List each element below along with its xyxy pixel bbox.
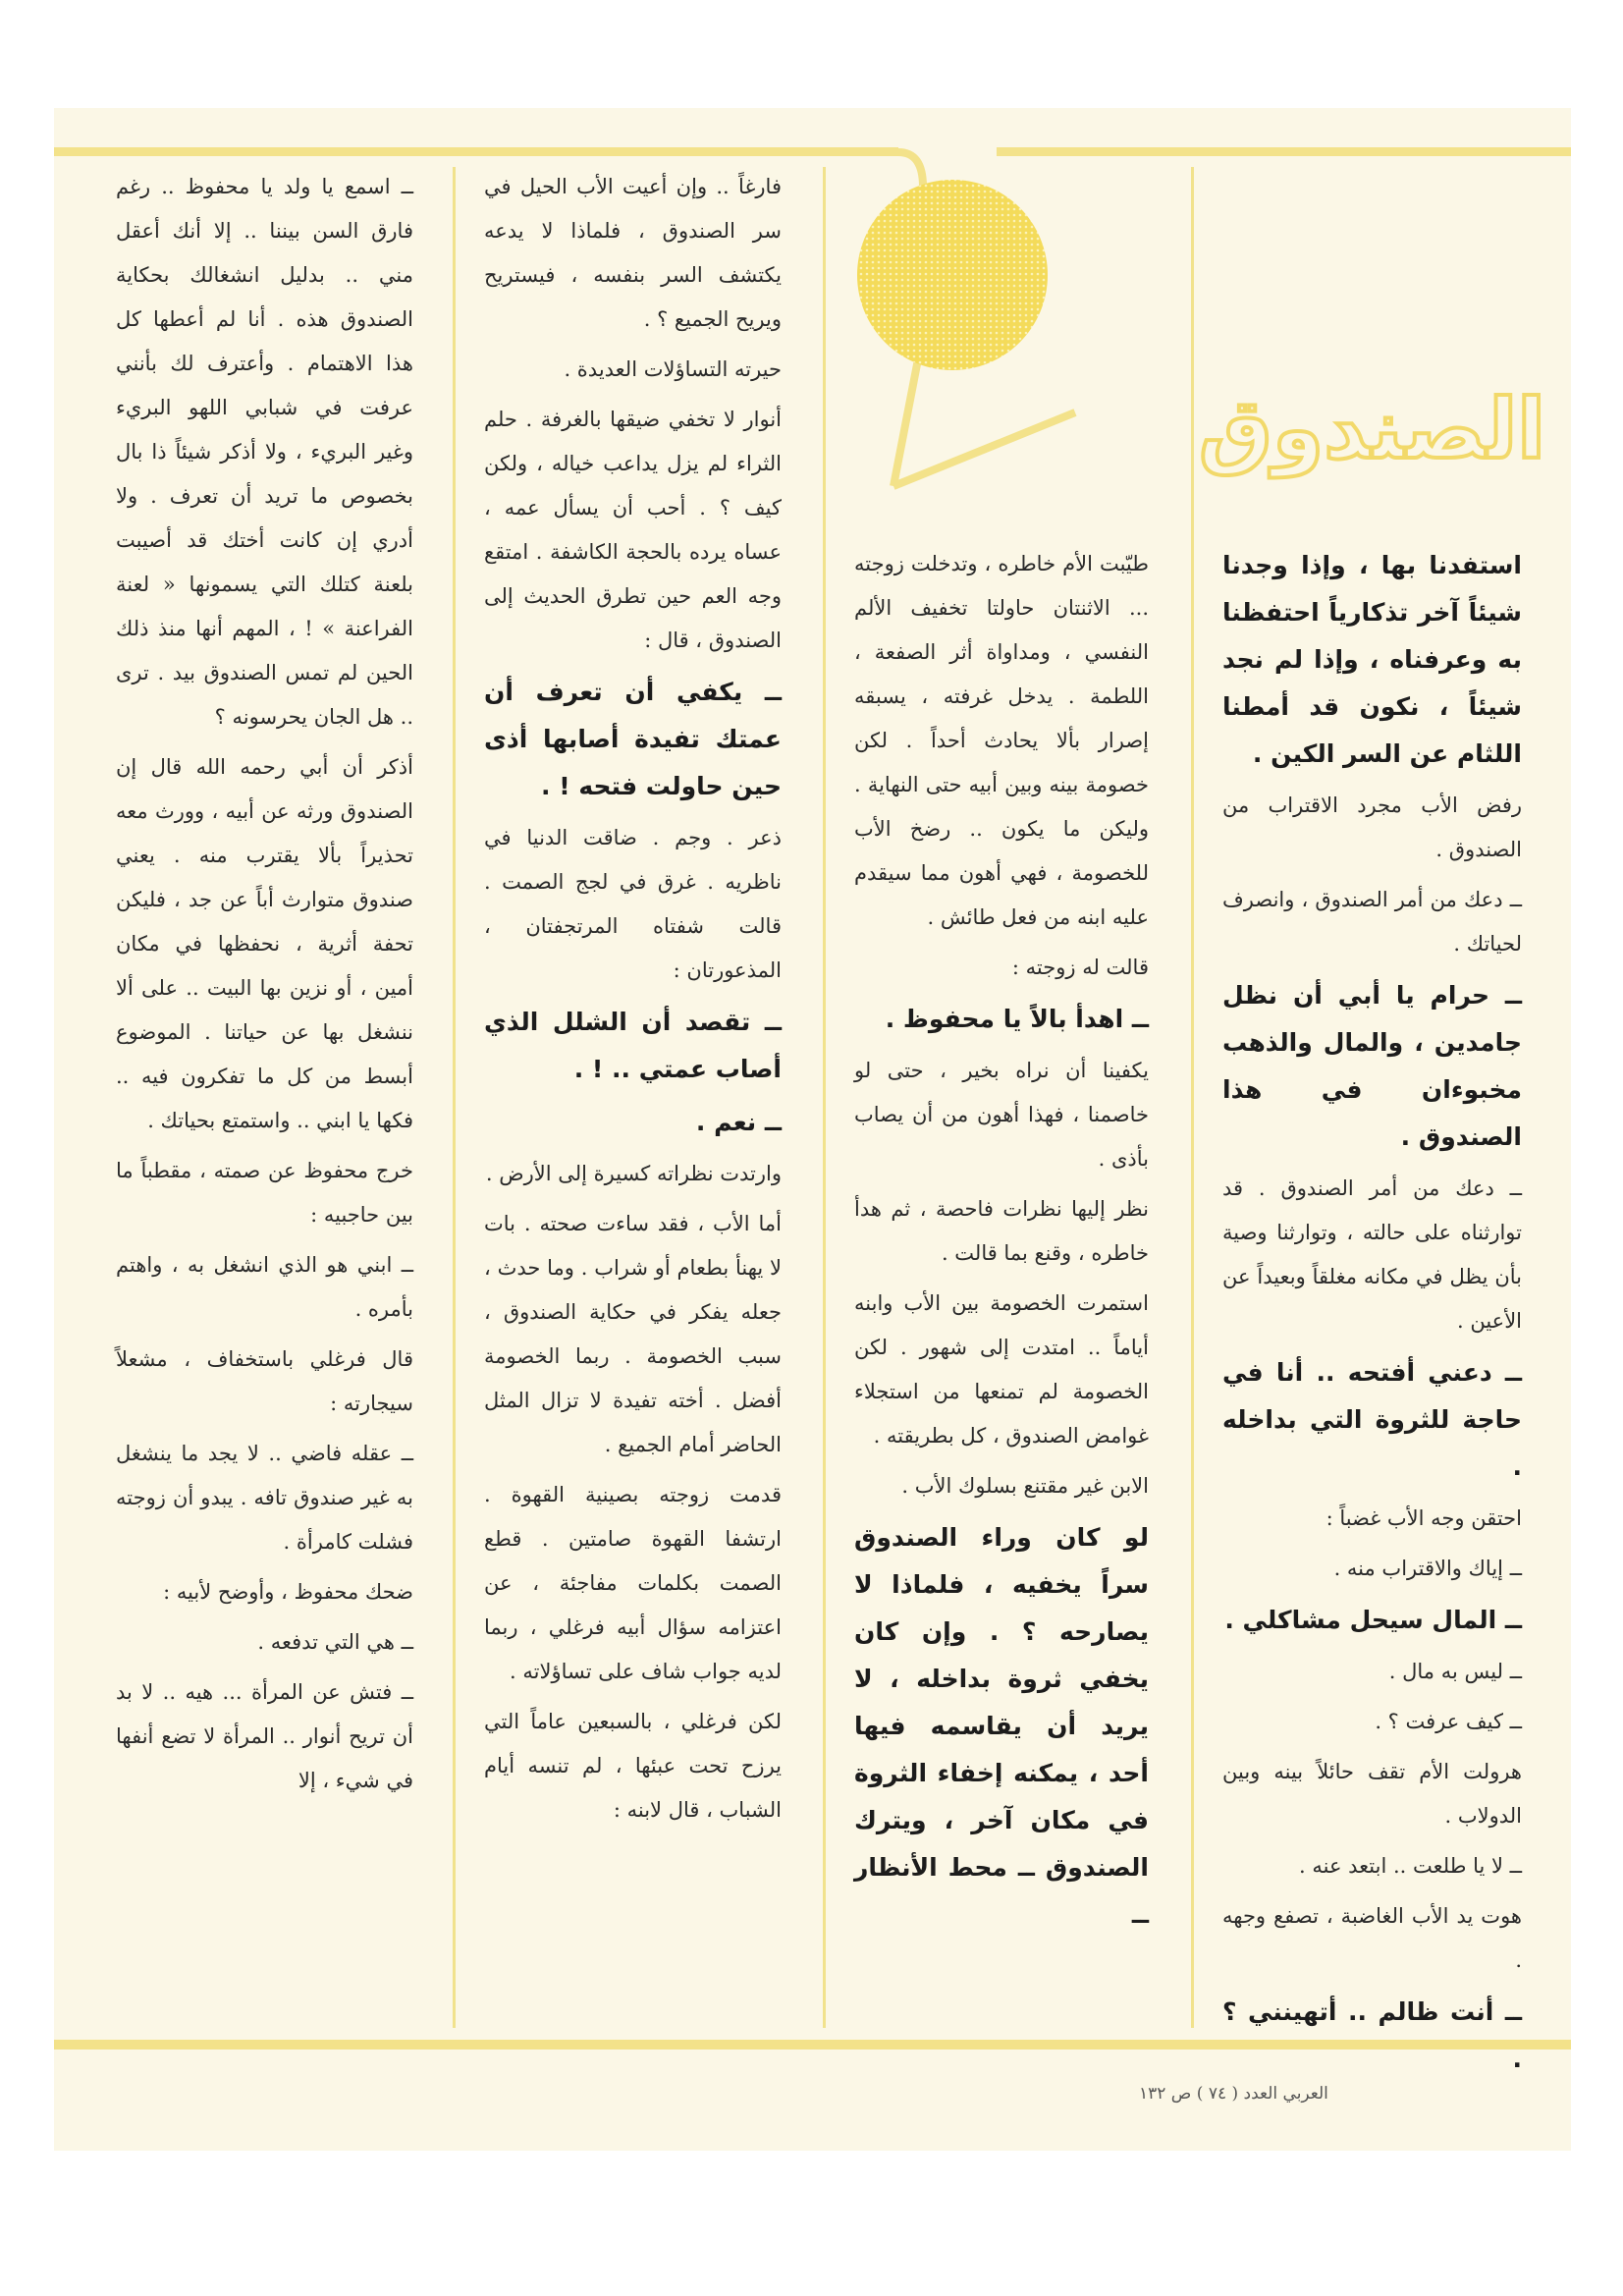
column-divider xyxy=(1191,167,1194,2028)
column-2-paragraph: يكفينا أن نراه بخير ، حتى لو خاصمنا ، فهذا أهون من أن يصاب بأذى . xyxy=(854,1059,1149,1171)
column-1-paragraph: هرولت الأم تقف حائلاً بينه وبين الدولاب . xyxy=(1222,1760,1522,1828)
column-1-paragraph: ــ أنت ظالم .. أتهينني ؟ . xyxy=(1222,1997,1522,2073)
column-1-paragraph: ــ إياك والاقتراب منه . xyxy=(1333,1557,1522,1580)
column-divider xyxy=(453,167,456,2028)
column-1-paragraph: ــ دعك من أمر الصندوق ، وانصرف لحياتك . xyxy=(1222,888,1522,956)
column-1-paragraph: ــ ليس به مال . xyxy=(1388,1660,1522,1683)
column-4-paragraph: ــ ابني هو الذي انشغل به ، واهتم بأمره . xyxy=(116,1253,413,1321)
column-3-paragraph: قدمت زوجته بصينية القهوة . ارتشفا القهوة صامتين . قطع الصمت بكلمات مفاجئة ، عن اعتزامه سؤال أبيه فرغلي ، ربما لديه جواب شاف على تساؤلاته . xyxy=(484,1483,782,1683)
column-1-paragraph: احتقن وجه الأب غضباً : xyxy=(1325,1506,1522,1530)
column-1-paragraph: ــ كيف عرفت ؟ . xyxy=(1375,1710,1522,1733)
top-rule-right xyxy=(997,147,1571,156)
top-rule-left xyxy=(54,147,898,156)
column-3-paragraph: فارغاً .. وإن أعيت الأب الحيل في سر الصندوق ، فلماذا لا يدعه يكتشف السر بنفسه ، فيستريح ويريح الجميع ؟ . xyxy=(484,175,782,331)
column-3-paragraph: ــ نعم . xyxy=(695,1108,782,1136)
column-2-paragraph: الابن غير مقتنع بسلوك الأب . xyxy=(901,1474,1149,1498)
column-3-paragraph: وارتدت نظراته كسيرة إلى الأرض . xyxy=(485,1162,782,1185)
section-title: الصندوق xyxy=(1198,381,1546,477)
column-3-paragraph: ــ يكفي أن تعرف أن عمتك تفيدة أصابها أذى حين حاولت فتحه ! . xyxy=(484,678,782,800)
column-2-paragraph: استمرت الخصومة بين الأب وابنه أياماً .. امتدت إلى شهور . لكن الخصومة لم تمنعها من استجلاء غوامض الصندوق ، كل بطريقته . xyxy=(854,1291,1149,1448)
column-3-paragraph: حيرته التساؤلات العديدة . xyxy=(564,357,782,381)
column-1-paragraph: ــ حرام يا أبي أن نظل جامدين ، والمال والذهب مخبوءان في هذا الصندوق . xyxy=(1222,981,1522,1151)
column-2-paragraph: قالت له زوجته : xyxy=(1011,956,1149,979)
column-2-paragraph: نظر إليها نظرات فاحصة ، ثم هدأ خاطره ، وقنع بما قالت . xyxy=(854,1197,1149,1265)
column-4-paragraph: ضحك محفوظ ، وأوضح لأبيه : xyxy=(163,1580,413,1604)
column-3-paragraph: ــ تقصد أن الشلل الذي أصاب عمتي .. ! . xyxy=(484,1008,782,1083)
page-footer: العربي العدد ( ٧٤ ) ص ١٣٢ xyxy=(1139,2084,1328,2104)
column-1-paragraph: ــ لا يا طلعت .. ابتعد عنه . xyxy=(1299,1854,1522,1878)
column-4-paragraph: ــ فتش عن المرأة ... هيه .. لا بد أن تريح أنوار .. المرأة لا تضع أنفها في شيء ، إلا xyxy=(116,1680,413,1792)
text-column-3 xyxy=(484,165,782,1838)
column-1-paragraph: هوت يد الأب الغاضبة ، تصفع وجهه . xyxy=(1222,1904,1522,1972)
column-3-paragraph: أما الأب ، فقد ساءت صحته . بات لا يهنأ بطعام أو شراب . وما حدث ، جعله يفكر في حكاية الصندوق ، سبب الخصومة . ربما الخصومة أفضل . أخته تفيدة لا تزال المثل الحاضر أمام الجميع . xyxy=(484,1212,782,1456)
column-3-paragraph: لكن فرغلي ، بالسبعين عاماً التي يرزح تحت عبئها ، لم تنسه أيام الشباب ، قال لابنه : xyxy=(484,1710,782,1822)
column-2-paragraph: طيّبت الأم خاطره ، وتدخلت زوجته ... الاثنتان حاولتا تخفيف الألم النفسي ، ومداواة أثر الصفعة ، اللطمة . يدخل غرفته ، يسبقه إصرار بألا يحادث أحداً . لكن خصومة بينه وبين أبيه حتى النهاية . وليكن ما يكون .. رضخ الأب للخصومة ، فهي أهون مما سيقدم عليه ابنه من فعل طائش . xyxy=(854,552,1149,929)
column-1-paragraph: ــ دعك من أمر الصندوق . قد توارثناه على حالته ، وتوارثنا وصية بأن يظل في مكانه مغلقاً وبعيداً عن الأعين . xyxy=(1222,1176,1522,1333)
column-1-paragraph: استفدنا بها ، وإذا وجدنا شيئاً آخر تذكارياً احتفظنا به وعرفناه ، وإذا لم نجد شيئاً ، نكون قد أمطنا اللثام عن السر الكين . xyxy=(1222,551,1522,768)
column-4-paragraph: قال فرغلي باستخفاف ، مشعلاً سيجارته : xyxy=(116,1347,413,1415)
text-column-4 xyxy=(116,165,413,1809)
column-4-paragraph: ــ عقله فاضي .. لا يجد ما ينشغل به غير صندوق تافه . يبدو أن زوجته فشلت كامرأة . xyxy=(116,1442,413,1554)
column-4-paragraph: ــ اسمع يا ولد يا محفوظ .. رغم فارق السن بيننا .. إلا أنك أعقل مني .. بدليل انشغالك بحكاية الصندوق هذه . أنا لم أعطها كل هذا الاهتمام . وأعترف لك بأنني عرفت في شبابي اللهو البريء وغير البريء ، ولا أذكر شيئاً ذا بال بخصوص ما تريد أن تعرف . ولا أدري إن كانت أختك قد أصيبت بلعنة كتلك التي يسمونها « لعنة الفراعنة » ! ، المهم أنها منذ ذلك الحين لم تمس الصندوق بيد . ترى .. هل الجان يحرسونه ؟ xyxy=(116,175,413,729)
column-1-paragraph: ــ المال سيحل مشاكلي . xyxy=(1224,1606,1522,1634)
column-3-paragraph: ذعر . وجم . ضاقت الدنيا في ناظريه . غرق في لجج الصمت . قالت شفتاه المرتجفتان ، المذعورتان : xyxy=(484,826,782,982)
column-4-paragraph: خرج محفوظ عن صمته ، مقطباً ما بين حاجبيه : xyxy=(116,1159,413,1227)
text-column-1 xyxy=(1222,542,1522,2089)
column-2-paragraph: ــ اهدأ بالاً يا محفوظ . xyxy=(885,1005,1149,1033)
text-column-2 xyxy=(854,542,1149,1944)
decorative-sun-emblem xyxy=(805,147,1080,511)
column-1-paragraph: رفض الأب مجرد الاقتراب من الصندوق . xyxy=(1222,793,1522,861)
column-4-paragraph: أذكر أن أبي رحمه الله قال إن الصندوق ورثه عن أبيه ، وورث معه تحذيراً بألا يقترب منه . يعني صندوق متوارث أباً عن جد ، فليكن تحفة أثرية ، نحفظها في مكان أمين ، أو نزين بها البيت .. على ألا ننشغل بها عن حياتنا . الموضوع أبسط من كل ما تفكرون فيه .. فكها يا ابني .. واستمتع بحياتك . xyxy=(116,755,413,1132)
column-2-paragraph: لو كان وراء الصندوق سراً يخفيه ، فلماذا لا يصارحه ؟ . وإن كان يخفي ثروة بداخله ، لا يريد أن يقاسمه فيها أحد ، يمكنه إخفاء الثروة في مكان آخر ، ويترك الصندوق ــ محط الأنظار ــ xyxy=(854,1523,1149,1929)
column-1-paragraph: ــ دعني أفتحه .. أنا في حاجة للثروة التي بداخله . xyxy=(1222,1358,1522,1481)
column-3-paragraph: أنوار لا تخفي ضيقها بالغرفة . حلم الثراء لم يزل يداعب خياله ، ولكن كيف ؟ . أحب أن يسأل عمه ، عساه يرده بالحجة الكاشفة . امتقع وجه العم حين تطرق الحديث إلى الصندوق ، قال : xyxy=(484,408,782,652)
column-4-paragraph: ــ هي التي تدفعه . xyxy=(257,1630,413,1654)
